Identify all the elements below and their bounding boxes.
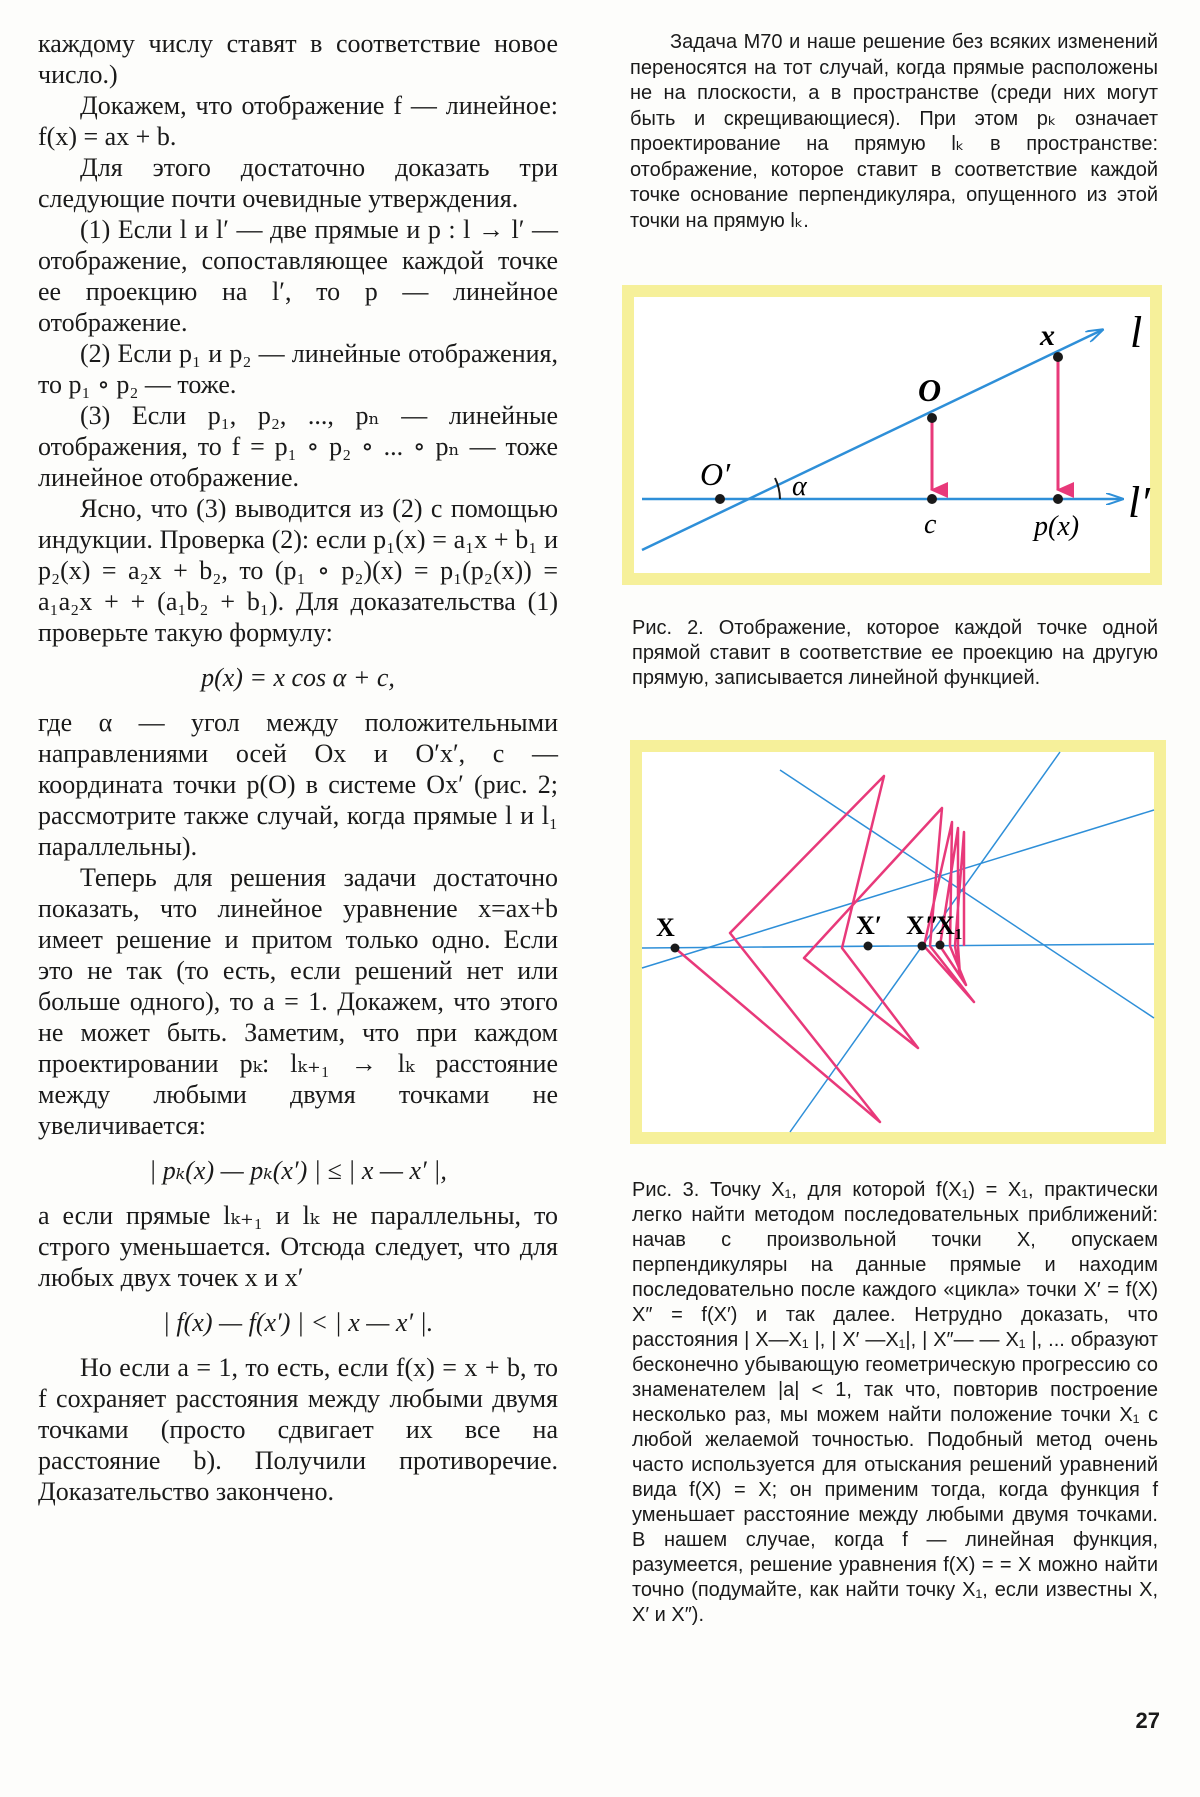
point-O [927, 413, 937, 423]
figure-3-diagram [630, 740, 1166, 1144]
point-X1 [936, 941, 945, 950]
label-alpha: α [792, 471, 807, 502]
paragraph: Докажем, что отображение f — линейное: f(x) = ax + b. [38, 91, 558, 151]
formula: | pₖ(x) — pₖ(x′) | ≤ | x — x′ |, [149, 1156, 447, 1185]
paragraph: (3) Если p₁, p₂, ..., pₙ — линейные отображения, то f = p₁ ∘ p₂ ∘ ... ∘ pₙ — тоже линейное отображение. [38, 401, 558, 492]
point-X [671, 944, 680, 953]
figure-3 [630, 740, 1166, 1144]
paragraph: Но если a = 1, то есть, если f(x) = x + b, то f сохраняет расстояния между любыми двумя точками (просто сдвигает их все на расстояние b). Получили противоречие. Доказательство закончено. [38, 1353, 558, 1506]
figure-3-caption: Рис. 3. Точку X₁, для которой f(X₁) = X₁, практически легко найти методом последовательных приближений: начав с произвольной точки X, опускаем перпендикуляры на данные прямые и находим последовательно после каждого «цикла» точки X′ = f(X) X″ = f(X′) и так далее. Нетрудно доказать, что расстояния | X—X₁ |, | X′ —X₁|, | X″— — X₁ |, ... образуют бесконечно убывающую геометрическую прогрессию со знаменателем |a| < 1, так что, повторив построение несколько раз, мы можем найти положение точки X₁ с любой желаемой точностью. Подобный метод очень часто используется для отыскания решений уравнений вида f(X) = X; он применим тогда, когда функция f уменьшает расстояние между любыми двумя точками. В нашем случае, когда f — линейная функция, разумеется, решение уравнения f(X) = = X можно найти точно (подумайте, как найти точку X₁, если известны X, X′ и X″). [632, 1179, 1158, 1626]
left-column [38, 28, 558, 1507]
paragraph: (1) Если l и l′ — две прямые и p : l → l′ — отображение, сопоставляющее каждой точке ее проекцию на l′, то p — линейное отображение. [38, 215, 558, 337]
figure-2 [622, 285, 1162, 585]
paragraph: (2) Если p₁ и p₂ — линейные отображения, то p₁ ∘ p₂ — тоже. [38, 339, 558, 399]
paragraph: Задача M70 и наше решение без всяких изменений переносятся на тот случай, когда прямые расположены не на плоскости, а в пространстве (среди них могут быть и скрещивающиеся). При этом pₖ означает проектирование на прямую lₖ в пространстве: отображение, которое ставит в соответствие каждой точке основание перпендикуляра, опущенного из этой точки на прямую lₖ. [630, 31, 1158, 232]
label-O: O [918, 372, 942, 408]
label-X1: X₁ [936, 911, 963, 940]
label-X-double-prime: X″ [906, 911, 940, 940]
label-l-prime: l′ [1128, 478, 1150, 527]
point-x [1053, 352, 1063, 362]
label-O-prime: O′ [700, 456, 731, 492]
label-X: X [656, 913, 675, 942]
right-column-text [630, 30, 1158, 234]
point-X-double-prime [918, 942, 927, 951]
paragraph: а если прямые lₖ₊₁ и lₖ не параллельны, то строго уменьшается. Отсюда следует, что для любых двух точек x и x′ [38, 1201, 558, 1292]
point-O-prime [715, 494, 725, 504]
paragraph: Теперь для решения задачи достаточно показать, что линейное уравнение x=ax+b имеет решение и притом только одно. Если это не так (то есть, если решений нет или больше одного), то a = 1. Докажем, что этого не может быть. Заметим, что при каждом проектировании pₖ: lₖ₊₁ → lₖ расстояние между любыми двумя точками не увеличивается: [38, 863, 558, 1140]
figure-2-diagram [622, 285, 1162, 585]
formula: p(x) = x cos α + c, [201, 663, 395, 692]
paragraph: каждому числу ставят в соответствие новое число.) [38, 29, 558, 89]
label-px: p(x) [1034, 511, 1080, 542]
label-x: x [1040, 319, 1055, 352]
label-X-prime: X′ [856, 911, 883, 940]
angle-arc [775, 478, 780, 499]
paragraph: Ясно, что (3) выводится из (2) с помощью индукции. Проверка (2): если p₁(x) = a₁x + b₁ и p₂(x) = a₂x + b₂, то (p₁ ∘ p₂)(x) = p₁(p₂(x)) = a₁a₂x + + (a₁b₂ + b₁). Для доказательства (1) проверьте такую формулу: [38, 494, 558, 647]
label-l: l [1130, 308, 1143, 357]
label-c: c [924, 509, 937, 540]
point-px [1053, 494, 1063, 504]
point-c [927, 494, 937, 504]
iteration-path [675, 776, 974, 1122]
figure-2-caption: Рис. 2. Отображение, которое каждой точке одной прямой ставит в соответствие ее проекцию на другую прямую, записывается линейной функцией. [632, 617, 1158, 689]
line-l [642, 330, 1102, 550]
paragraph: Для этого достаточно доказать три следующие почти очевидные утверждения. [38, 153, 558, 213]
point-X-prime [864, 942, 873, 951]
page-number: 27 [1135, 1708, 1160, 1733]
formula: | f(x) — f(x′) | < | x — x′ |. [162, 1308, 434, 1337]
paragraph: где α — угол между положительными направлениями осей Ox и O′x′, c — координата точки p(O) в системе Ox′ (рис. 2; рассмотрите также случай, когда прямые l и l₁ параллельны). [38, 708, 558, 861]
line-diagonal-down [780, 770, 1154, 1018]
